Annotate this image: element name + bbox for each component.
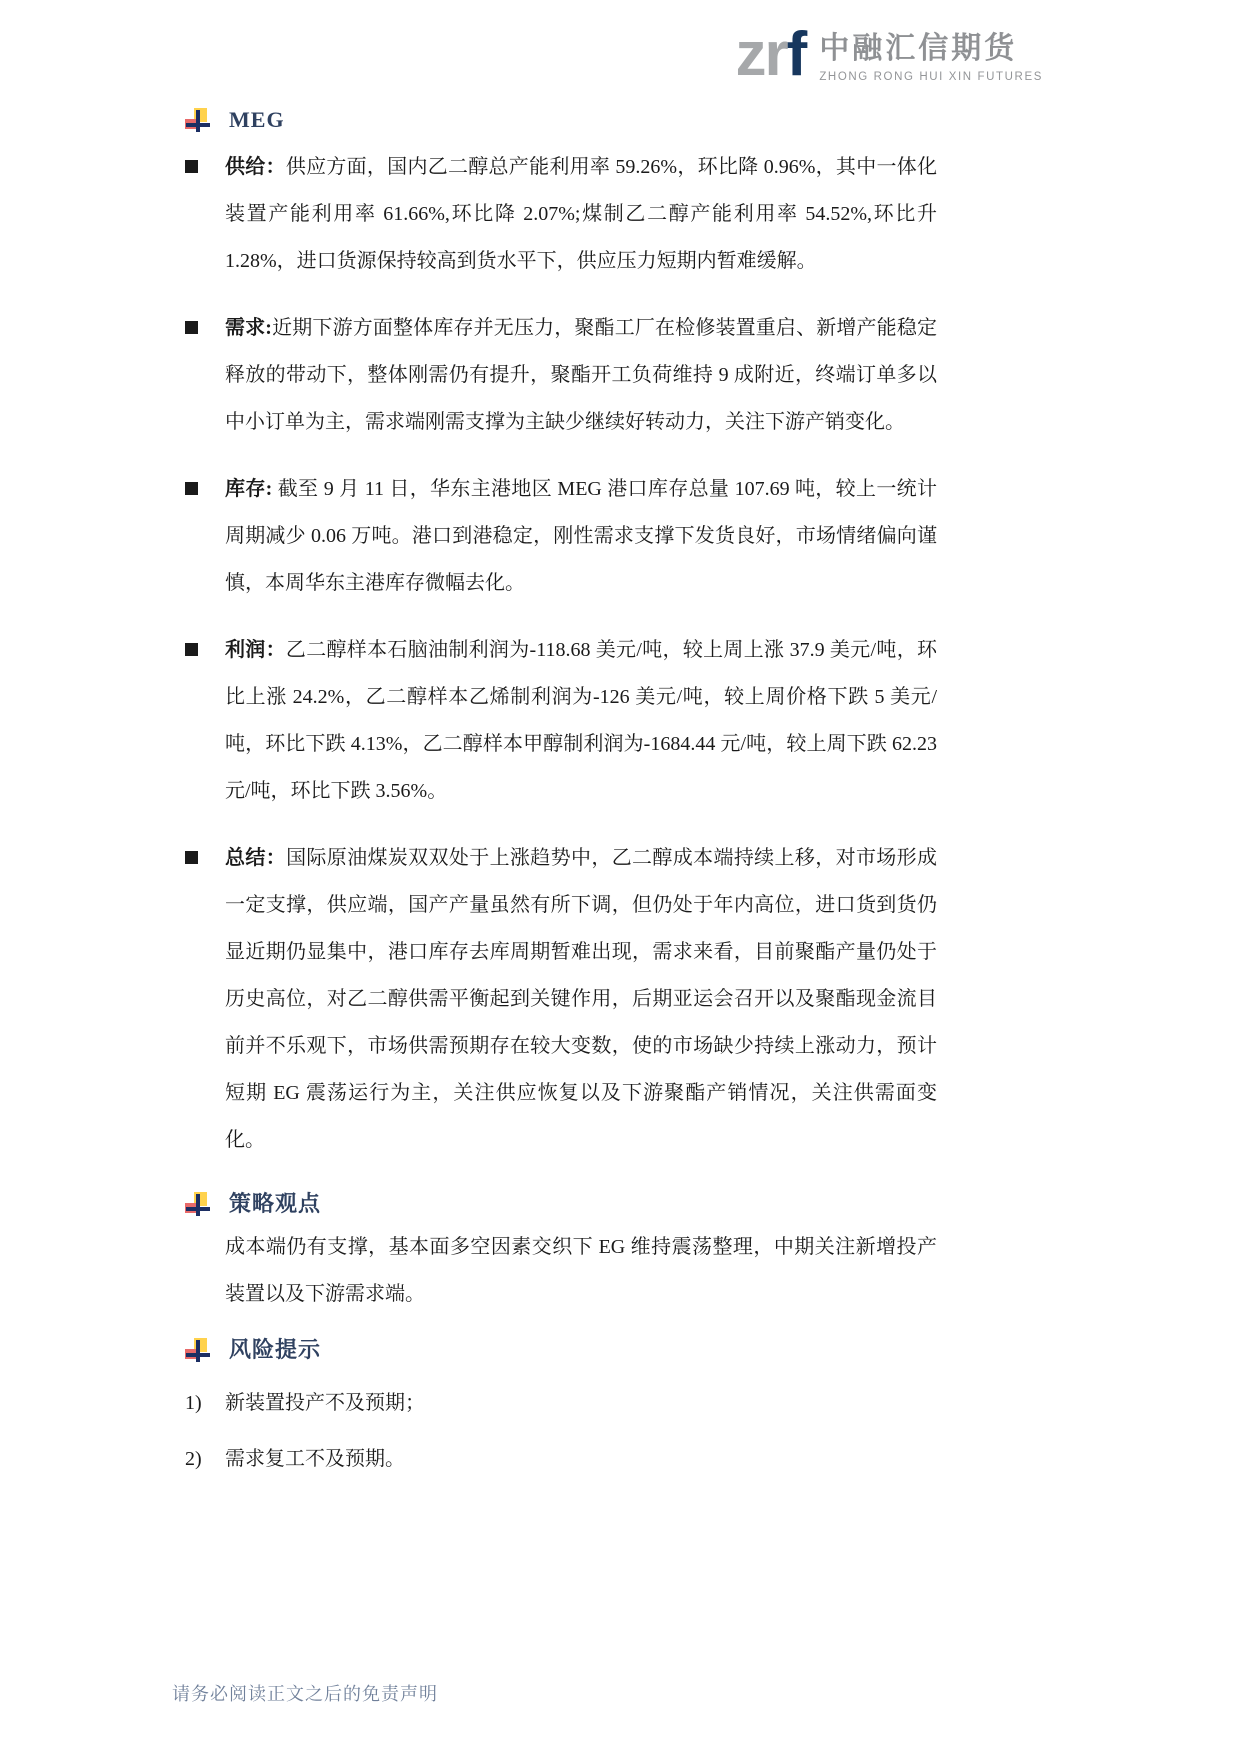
logo-zrf-mark bbox=[735, 20, 806, 89]
footer-disclaimer: 请务必阅读正文之后的免责声明 bbox=[172, 1684, 438, 1704]
report-body bbox=[185, 100, 937, 1492]
section-title-meg: MEG bbox=[229, 107, 285, 132]
risk-item-2-number: 2) bbox=[185, 1448, 202, 1470]
bullet-demand-body: 近期下游方面整体库存并无压力，聚酯工厂在检修装置重启、新增产能稳定释放的带动下，整体刚需仍有提升，聚酯开工负荷维持 9 成附近，终端订单多以中小订单为主，需求端刚需支撑为主缺少继续好转动力，关注下游产销变化。 bbox=[225, 317, 937, 433]
bullet-demand-label: 需求: bbox=[225, 317, 272, 339]
logo-f-letter: f bbox=[786, 20, 806, 89]
bullet-demand bbox=[185, 305, 937, 446]
logo-names bbox=[819, 24, 1043, 85]
section-heading-risk bbox=[185, 1330, 937, 1370]
square-bullet-icon bbox=[185, 643, 198, 656]
square-bullet-icon bbox=[185, 321, 198, 334]
bullet-summary-body: 国际原油煤炭双双处于上涨趋势中，乙二醇成本端持续上移，对市场形成一定支撑，供应端，国产产量虽然有所下调，但仍处于年内高位，进口货到货仍显近期仍显集中，港口库存去库周期暂难出现，需求来看，目前聚酯产量仍处于历史高位，对乙二醇供需平衡起到关键作用，后期亚运会召开以及聚酯现金流目前并不乐观下，市场供需预期存在较大变数，使的市场缺少持续上涨动力，预计短期 EG 震荡运行为主，关注供应恢复以及下游聚酯产销情况，关注供需面变化。 bbox=[225, 847, 938, 1151]
company-name-en: ZHONG RONG HUI XIN FUTURES bbox=[819, 71, 1043, 83]
risk-item-2-text: 需求复工不及预期。 bbox=[225, 1448, 405, 1470]
bullet-summary-label: 总结： bbox=[225, 847, 287, 869]
risk-item-1-number: 1) bbox=[185, 1392, 202, 1414]
bullet-inventory bbox=[185, 466, 937, 607]
section-title-strategy: 策略观点 bbox=[229, 1191, 322, 1216]
risk-item-1-text: 新装置投产不及预期； bbox=[225, 1392, 425, 1414]
bullet-summary bbox=[185, 835, 937, 1164]
risk-item-2 bbox=[185, 1436, 937, 1483]
bullet-profit bbox=[185, 627, 937, 815]
colored-anchor-bullet-icon bbox=[185, 1337, 211, 1363]
bullet-inventory-body: 截至 9 月 11 日，华东主港地区 MEG 港口库存总量 107.69 吨，较上一统计周期减少 0.06 万吨。港口到港稳定，刚性需求支撑下发货良好，市场情绪偏向谨慎，本周华东主港库存微幅去化。 bbox=[225, 478, 938, 594]
bullet-summary-text bbox=[225, 835, 937, 1164]
bullet-demand-text bbox=[225, 305, 937, 446]
section-heading-strategy bbox=[185, 1184, 937, 1224]
square-bullet-icon bbox=[185, 160, 198, 173]
bullet-supply bbox=[185, 144, 937, 285]
risk-item-1 bbox=[185, 1380, 937, 1427]
section-heading-meg bbox=[185, 100, 937, 140]
bullet-profit-text bbox=[225, 627, 937, 815]
bullet-inventory-label: 库存: bbox=[225, 478, 273, 500]
logo-zr-letters: zr bbox=[735, 20, 787, 89]
square-bullet-icon bbox=[185, 482, 198, 495]
bullet-supply-text bbox=[225, 144, 937, 285]
section-title-risk: 风险提示 bbox=[229, 1337, 322, 1362]
square-bullet-icon bbox=[185, 851, 198, 864]
company-name-cn: 中融汇信期货 bbox=[819, 32, 1018, 65]
bullet-profit-label: 利润： bbox=[225, 639, 286, 661]
meg-bullet-list bbox=[185, 144, 937, 1164]
colored-anchor-bullet-icon bbox=[185, 107, 211, 133]
bullet-profit-body: 乙二醇样本石脑油制利润为-118.68 美元/吨，较上周上涨 37.9 美元/吨，环比上涨 24.2%，乙二醇样本乙烯制利润为-126 美元/吨，较上周价格下跌 5 美元/吨，环比下跌 4.13%，乙二醇样本甲醇制利润为-1684.44 元/吨，较上周下跌 62.23 元/吨，环比下跌 3.56%。 bbox=[225, 639, 937, 802]
colored-anchor-bullet-icon bbox=[185, 1191, 211, 1217]
bullet-inventory-text bbox=[225, 466, 937, 607]
bullet-supply-label: 供给： bbox=[225, 156, 286, 178]
risk-list bbox=[185, 1380, 937, 1483]
bullet-supply-body: 供应方面，国内乙二醇总产能利用率 59.26%，环比降 0.96%，其中一体化装置产能利用率 61.66%,环比降 2.07%;煤制乙二醇产能利用率 54.52%,环比升 1.28%，进口货源保持较高到货水平下，供应压力短期内暂难缓解。 bbox=[225, 156, 938, 272]
company-logo bbox=[735, 20, 1043, 89]
strategy-paragraph: 成本端仍有支撑，基本面多空因素交织下 EG 维持震荡整理，中期关注新增投产装置以及下游需求端。 bbox=[225, 1236, 937, 1305]
